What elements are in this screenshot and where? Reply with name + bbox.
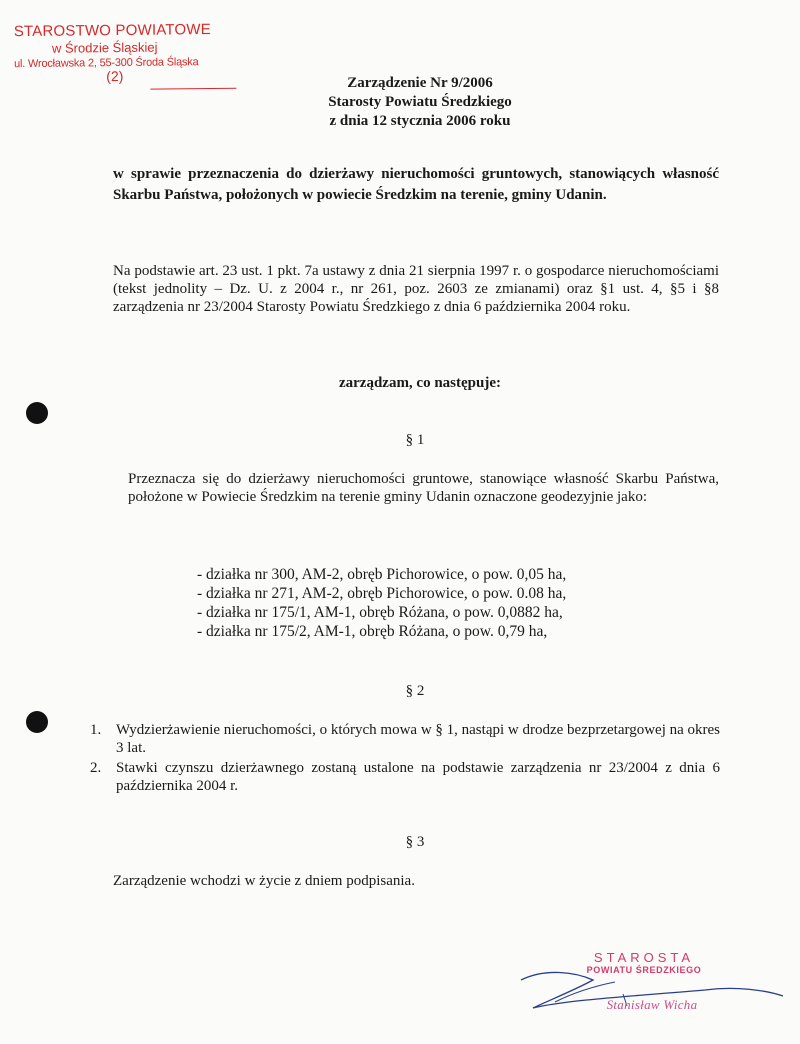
parcel-list	[197, 565, 667, 641]
signature-subtitle: POWIATU ŚREDZKIEGO	[586, 965, 702, 975]
signature-name: Stanisław Wicha	[606, 997, 698, 1012]
stamp-line-office: STAROSTWO POWIATOWE	[13, 21, 211, 41]
list-item-text: Wydzierżawienie nieruchomości, o których mowa w § 1, nastąpi w drodze bezprzetargowej na okres 3 lat.	[116, 722, 721, 756]
section-1-mark: § 1	[405, 432, 425, 448]
legal-basis: Na podstawie art. 23 ust. 1 pkt. 7a ustawy z dnia 21 sierpnia 1997 r. o gospodarce nieruchomościami (tekst jednolity – Dz. U. z 2004 r., nr 261, poz. 2603 ze zmianami) oraz §1 ust. 4, §5 i §8 zarządzenia nr 23/2004 Starosty Powiatu Średzkiego z dnia 6 października 2004 roku.	[113, 263, 719, 315]
signature-scribble	[515, 950, 795, 1030]
list-item-text: Stawki czynszu dzierżawnego zostaną ustalone na podstawie zarządzenia nr 23/2004 z dnia 6 października 2004 r.	[116, 760, 720, 794]
document-header	[270, 74, 570, 131]
parcel-item: - działka nr 175/2, AM-1, obręb Różana, o pow. 0,79 ha,	[197, 623, 548, 640]
section-3-mark: § 3	[405, 834, 425, 850]
header-title: Zarządzenie Nr 9/2006	[347, 75, 493, 91]
signature-title: STAROSTA	[593, 950, 695, 965]
parcel-item: - działka nr 175/1, AM-1, obręb Różana, o pow. 0,0882 ha,	[197, 604, 563, 621]
list-item-number: 1.	[90, 722, 102, 738]
stamp-line-city: w Środzie Śląskiej	[51, 39, 158, 56]
stamp-line-number: (2)	[106, 67, 124, 85]
punch-hole	[26, 402, 48, 424]
parcel-item: - działka nr 300, AM-2, obręb Pichorowice, o pow. 0,05 ha,	[197, 566, 567, 583]
list-item	[90, 721, 720, 757]
parcel-item: - działka nr 271, AM-2, obręb Pichorowice, o pow. 0.08 ha,	[197, 585, 567, 602]
document-subject: w sprawie przeznaczenia do dzierżawy nieruchomości gruntowych, stanowiących własność Skarbu Państwa, położonych w powiecie Średzkim na terenie, gminy Udanin.	[113, 166, 719, 203]
section-2-list	[90, 721, 720, 797]
stamp-underline	[150, 88, 236, 90]
list-item	[90, 759, 720, 795]
stamp-line-address: ul. Wrocławska 2, 55-300 Środa Śląska	[14, 56, 199, 71]
office-stamp	[14, 21, 227, 85]
section-2-mark: § 2	[405, 683, 425, 699]
header-date: z dnia 12 stycznia 2006 roku	[329, 113, 511, 129]
decree-statement: zarządzam, co następuje:	[338, 375, 502, 391]
punch-hole	[26, 711, 48, 733]
header-issuer: Starosty Powiatu Średzkiego	[328, 94, 512, 110]
list-item-number: 2.	[90, 760, 102, 776]
section-3-text: Zarządzenie wchodzi w życie z dniem podpisania.	[113, 873, 415, 889]
section-1-text: Przeznacza się do dzierżawy nieruchomości gruntowe, stanowiące własność Skarbu Państwa, położone w Powiecie Średzkim na terenie gminy Udanin oznaczone geodezyjnie jako:	[128, 471, 719, 505]
signature-block	[515, 950, 795, 1030]
